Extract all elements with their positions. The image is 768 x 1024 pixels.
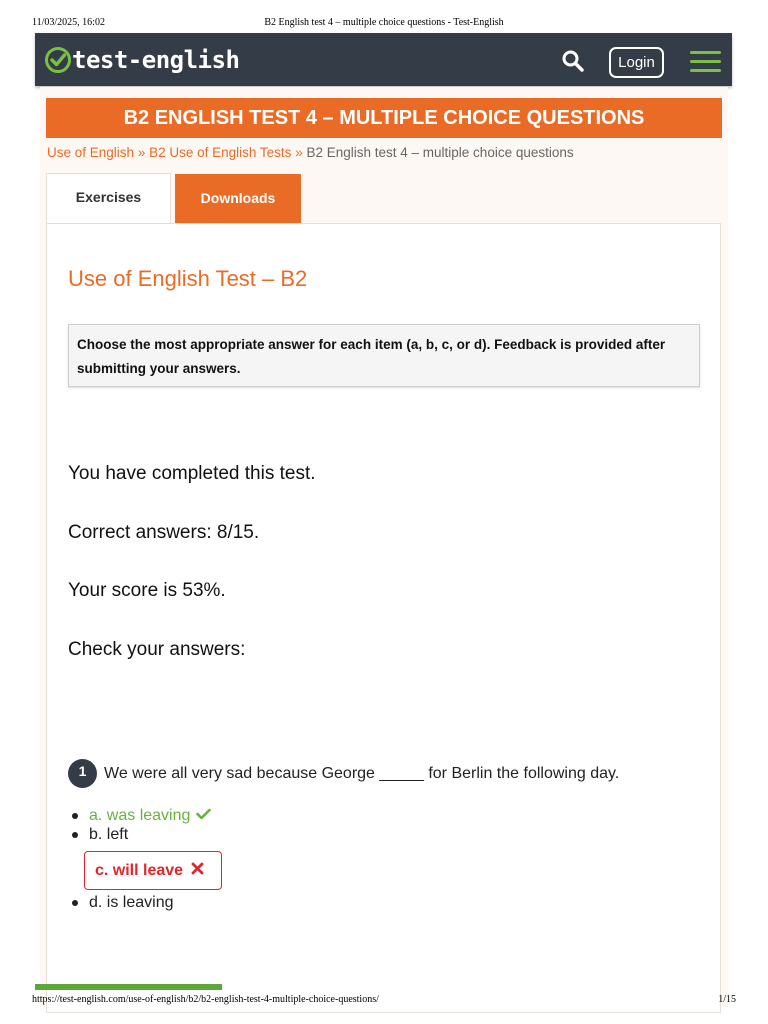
option-b-label: b. left: [89, 826, 129, 843]
page-title: B2 ENGLISH TEST 4 – MULTIPLE CHOICE QUESTIONS: [46, 98, 722, 138]
search-icon[interactable]: [561, 49, 585, 73]
result-check-answers: Check your answers:: [68, 639, 246, 660]
option-a-label: a. was leaving: [89, 807, 191, 824]
option-d[interactable]: [72, 894, 174, 912]
option-b[interactable]: [72, 826, 128, 844]
option-c-selected-wrong[interactable]: [84, 851, 222, 890]
print-page-number: 1/15: [718, 994, 736, 1005]
cross-icon: [191, 862, 204, 880]
bullet: [72, 900, 78, 906]
option-d-label: d. is leaving: [89, 894, 174, 911]
print-url: https://test-english.com/use-of-english/b2/b2-english-test-4-multiple-choice-questions/: [32, 994, 379, 1005]
breadcrumb-link-use-of-english[interactable]: Use of English: [47, 145, 135, 160]
question-number-badge: 1: [68, 759, 97, 788]
result-score: Your score is 53%.: [68, 580, 226, 601]
section-title: Use of English Test – B2: [68, 266, 308, 291]
question-text: We were all very sad because George _____ for Berlin the following day.: [104, 765, 620, 782]
breadcrumb-link-b2-tests[interactable]: B2 Use of English Tests: [149, 145, 292, 160]
menu-bar: [690, 60, 721, 63]
progress-strip: [35, 984, 222, 990]
print-page-title: B2 English test 4 – multiple choice questions - Test-English: [264, 17, 504, 28]
login-button[interactable]: Login: [609, 47, 664, 78]
bullet: [72, 813, 78, 819]
result-correct-count: Correct answers: 8/15.: [68, 522, 260, 543]
result-completed: You have completed this test.: [68, 463, 316, 484]
print-header: [32, 17, 736, 31]
breadcrumb-separator: »: [137, 145, 146, 160]
breadcrumb-current: B2 English test 4 – multiple choice questions: [306, 145, 574, 160]
check-logo-icon: [45, 47, 71, 73]
breadcrumb: [47, 145, 574, 160]
print-datetime: 11/03/2025, 16:02: [32, 17, 105, 28]
menu-bar: [690, 69, 721, 72]
top-navbar: [35, 33, 732, 86]
option-c-label: c. will leave: [95, 861, 184, 879]
site-logo[interactable]: [45, 46, 239, 74]
print-footer: [32, 994, 736, 1008]
breadcrumb-separator: »: [295, 145, 303, 160]
tab-downloads[interactable]: Downloads: [175, 174, 301, 223]
bullet: [72, 832, 78, 838]
logo-text: test-english: [72, 46, 240, 74]
menu-icon[interactable]: [690, 51, 721, 73]
tab-exercises[interactable]: Exercises: [46, 173, 171, 223]
checkmark-icon: [196, 807, 211, 825]
instructions-box: Choose the most appropriate answer for each item (a, b, c, or d). Feedback is provided after submitting your answers.: [68, 324, 700, 387]
menu-bar: [690, 51, 721, 54]
option-a[interactable]: [72, 807, 211, 825]
